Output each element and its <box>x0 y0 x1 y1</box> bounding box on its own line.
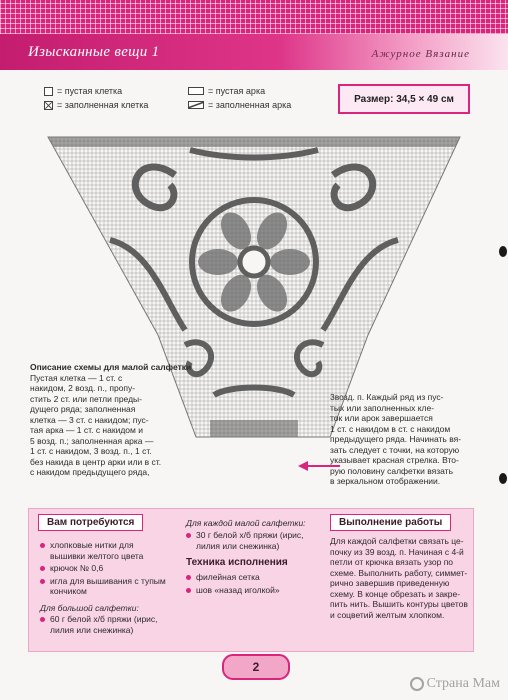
text-line: стить 2 ст. или петли преды- <box>30 393 142 404</box>
list-item: 30 г белой х/б пряжи (ирис, лилия или снежинка) <box>186 530 316 551</box>
arrow-head <box>298 461 308 471</box>
text-line: схеме. Выполнить работу, симмет- <box>330 567 468 578</box>
description-left <box>30 362 200 478</box>
description-right-body <box>330 392 480 487</box>
text-line: дущего ряда; заполненная <box>30 404 136 414</box>
binding-hole-bottom <box>499 473 507 484</box>
list-item: крючок № 0,6 <box>40 563 170 574</box>
text-line: петли от крючка вязать узор по <box>330 557 454 567</box>
text-line: рую половину салфетки вязать <box>330 465 453 476</box>
text-line: почку из 39 возд. п. Начиная с 4-й <box>330 546 464 557</box>
legend-empty-arch-label: = пустая арка <box>208 86 266 96</box>
text-line: ток или арок завершается <box>330 413 433 423</box>
text-line: 5 возд. п.; заполненная арка — <box>30 435 154 446</box>
text-line: пить нить. Вышить контуры цветов <box>330 599 468 609</box>
materials-heading: Вам потребуются <box>38 514 143 531</box>
text-line: 1 ст. с накидом в ст. с накидом <box>330 423 451 434</box>
size-label: Размер: 34,5 × 49 см <box>354 93 454 105</box>
description-right <box>330 392 480 487</box>
text-line: с накидом предыдущего ряда, <box>30 467 150 477</box>
page-number <box>222 654 290 680</box>
list-item: 60 г белой х/б пряжи (ирис, лилия или снежинка) <box>40 614 170 635</box>
large-napkin-list <box>40 614 170 637</box>
flower-center <box>240 248 268 276</box>
text-line: 3возд. п. Каждый ряд из пус- <box>330 392 444 402</box>
text-line: клетка — 3 ст. с накидом; пус- <box>30 414 149 425</box>
description-left-body <box>30 373 200 478</box>
technique-heading: Техника исполнения <box>186 557 288 568</box>
description-title: Описание схемы для малой салфетки <box>30 362 192 372</box>
text-line: тая арка — 1 ст. с накидом и <box>30 425 143 435</box>
text-line: накидом, 2 возд. п., пропу- <box>30 383 136 393</box>
legend-filled-arch-label: = заполненная арка <box>208 100 292 110</box>
list-item: хлопковые нитки для вышивки желтого цвета <box>40 540 170 561</box>
watermark-text: Страна Мам <box>426 676 500 691</box>
text-line: схему. В конце обрезать и закре- <box>330 588 461 599</box>
work-text <box>330 536 470 620</box>
small-napkin-label: Для каждой малой салфетки: <box>186 518 306 528</box>
watermark-logo-icon <box>410 677 424 691</box>
list-item: шов «назад иголкой» <box>186 585 316 596</box>
watermark <box>410 676 500 692</box>
text-line: указывает красная стрелка. Вто- <box>330 455 459 465</box>
text-line: зать следует с точки, на которую <box>330 444 460 455</box>
materials-list <box>40 540 170 599</box>
page-number-label: 2 <box>252 660 260 674</box>
bottom-edge-band <box>210 420 298 437</box>
text-line: Пустая клетка — 1 ст. с <box>30 372 123 383</box>
text-line: рично завершив приведенную <box>330 578 450 588</box>
text-line: в зеркальном отображении. <box>330 476 441 486</box>
large-napkin-label: Для большой салфетки: <box>40 603 139 613</box>
flower-petal <box>270 249 310 275</box>
magazine-logo: Ажурное Вязание <box>371 48 470 60</box>
flower-petal <box>198 249 238 275</box>
text-line: тых или заполненных кле- <box>330 402 435 413</box>
legend-filled-cell-label: = заполненная клетка <box>57 100 149 110</box>
text-line: и соцветий желтым хлопком. <box>330 609 445 620</box>
list-item: игла для вышивания с тупым кончиком <box>40 576 170 597</box>
text-line: 1 ст. с накидом, 3 возд. п., 1 ст. <box>30 446 152 456</box>
series-title: Изысканные вещи 1 <box>28 44 160 60</box>
list-item: филейная сетка <box>186 572 316 583</box>
top-arc <box>190 150 318 158</box>
text-line: без накида в центр арки или в ст. <box>30 456 162 467</box>
binding-hole-top <box>499 246 507 257</box>
text-line: предыдущего ряда. Начинать вя- <box>330 434 462 444</box>
legend-empty-cell-label: = пустая клетка <box>57 86 123 96</box>
scroll-right-bottom <box>297 342 323 374</box>
small-napkin-list <box>186 530 316 553</box>
top-edge-band <box>48 137 460 147</box>
technique-list <box>186 572 316 597</box>
text-line: Для каждой салфетки связать це- <box>330 536 464 546</box>
work-heading: Выполнение работы <box>330 514 451 531</box>
bottom-arc <box>214 388 294 396</box>
